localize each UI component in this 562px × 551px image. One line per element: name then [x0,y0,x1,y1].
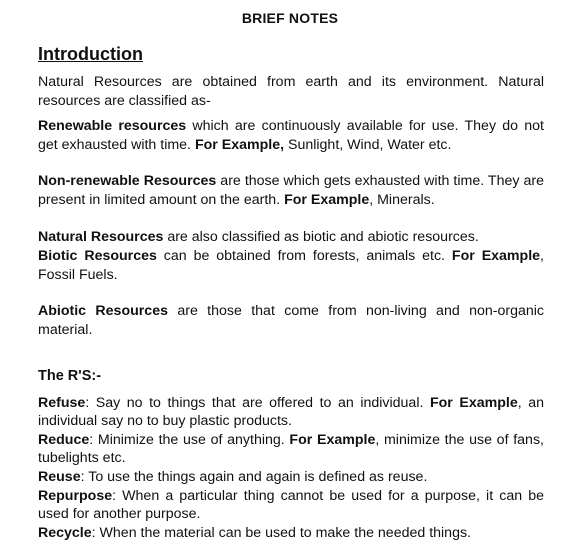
biotic-example-label: For Example [451,248,541,264]
classification-term: Natural Resources [38,229,164,245]
classification-text: are also classified as biotic and abiotic resources. [163,229,479,245]
refuse-label: Refuse [38,395,86,411]
nonrenewable-paragraph [38,172,544,210]
renewable-example-text: Sunlight, Wind, Water etc. [284,137,452,153]
repurpose-label: Repurpose [38,488,113,504]
reuse-label: Reuse [38,469,81,485]
reduce-example-text: , minimize the use of fans, tubelights etc. [38,432,544,466]
biotic-text: can be obtained from forests, animals etc. [156,248,452,264]
reuse-text: : To use the things again and again is defined as reuse. [80,469,428,485]
refuse-example-label: For Example [429,395,518,411]
abiotic-term: Abiotic Resources [38,303,168,319]
nonrenewable-text: are those which gets exhausted with time. They are present in limited amount on the earth. [38,173,544,208]
reduce-paragraph [38,431,544,467]
reduce-label: Reduce [38,432,90,448]
biotic-example-text: , Fossil Fuels. [38,248,544,283]
reduce-text: : Minimize the use of anything. [89,432,290,448]
classification-paragraph [38,228,544,247]
nonrenewable-example-label: For Example [284,192,370,208]
refuse-text: : Say no to things that are offered to an individual. [85,395,430,411]
renewable-text: which are continuously available for use. They do not get exhausted with time. [38,118,544,153]
repurpose-text: : When a particular thing cannot be used for a purpose, it can be used for another purpose. [38,488,544,522]
refuse-example-text: , an individual say no to buy plastic products. [38,395,545,429]
rs-heading: The R'S:- [38,368,102,384]
nonrenewable-term: Non-renewable Resources [38,173,217,189]
recycle-label: Recycle [38,525,92,541]
recycle-paragraph [38,524,544,542]
renewable-example-label: For Example, [194,137,285,153]
page-title: BRIEF NOTES [241,10,339,26]
nonrenewable-example-text: , Minerals. [369,192,435,208]
reuse-paragraph [38,468,544,486]
reduce-example-label: For Example [289,432,376,448]
biotic-term: Biotic Resources [38,248,157,264]
section-heading-introduction: Introduction [38,44,143,64]
repurpose-paragraph [38,487,544,523]
recycle-text: : When the material can be used to make the needed things. [91,525,471,541]
renewable-term: Renewable resources [38,118,187,134]
renewable-paragraph [38,117,544,155]
intro-paragraph: Natural Resources are obtained from earth and its environment. Natural resources are classified as- [38,74,544,109]
refuse-paragraph [38,394,544,430]
biotic-paragraph [38,247,544,285]
abiotic-paragraph [38,302,544,340]
abiotic-text: are those that come from non-living and non-organic material. [38,303,544,338]
